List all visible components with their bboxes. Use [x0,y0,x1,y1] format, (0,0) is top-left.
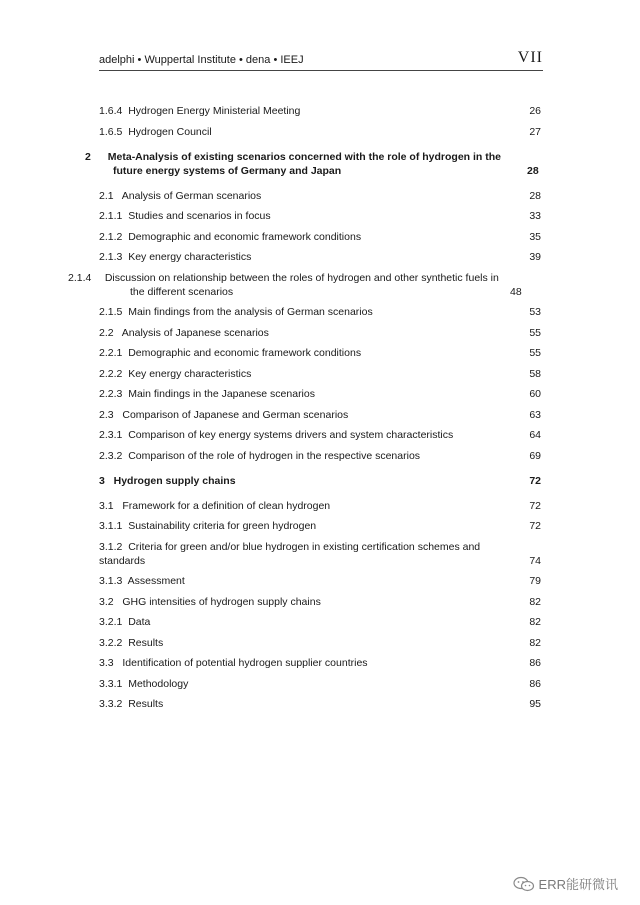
toc-entry[interactable]: 3.3.2 Results 95 [99,698,541,710]
page-header [99,49,543,71]
toc-entry[interactable]: 2.2.1 Demographic and economic framework conditions 55 [99,347,541,359]
toc-entry[interactable]: 2.2 Analysis of Japanese scenarios 55 [99,326,541,339]
table-of-contents [68,104,543,711]
toc-entry[interactable]: 2.2.3 Main findings in the Japanese scenarios 60 [99,388,541,400]
toc-chapter-entry[interactable]: 3 Hydrogen supply chains 72 [99,474,541,487]
toc-entry[interactable]: 1.6.5 Hydrogen Council 27 [99,125,541,138]
watermark-text: ERR能研微讯 [538,877,618,892]
header-authors: adelphi • Wuppertal Institute • dena • IEEJ [99,54,304,66]
toc-entry[interactable]: 2.1.3 Key energy characteristics 39 [99,251,541,263]
toc-entry[interactable]: 2.3.1 Comparison of key energy systems drivers and system characteristics 64 [99,429,541,441]
toc-entry[interactable]: 2.1 Analysis of German scenarios 28 [99,189,541,202]
toc-entry[interactable]: 3.2.2 Results 82 [99,636,541,649]
toc-entry[interactable]: 3.1.1 Sustainability criteria for green hydrogen 72 [99,520,541,532]
toc-entry[interactable]: 3.3.1 Methodology 86 [99,677,541,690]
toc-entry[interactable]: 1.6.4 Hydrogen Energy Ministerial Meeting 26 [99,105,541,117]
toc-entry[interactable]: 2.3 Comparison of Japanese and German scenarios 63 [99,408,541,421]
toc-entry[interactable]: 3.1.2 Criteria for green and/or blue hydrogen in existing certification schemes and standards 74 [99,540,541,567]
toc-entry[interactable]: 2.1.1 Studies and scenarios in focus 33 [99,210,541,222]
watermark [513,874,618,893]
toc-entry[interactable]: 2.3.2 Comparison of the role of hydrogen in the respective scenarios 69 [99,449,541,462]
toc-entry[interactable]: 2.1.5 Main findings from the analysis of German scenarios 53 [99,306,541,318]
page-number-roman: VII [517,49,543,66]
toc-entry[interactable]: 2.1.2 Demographic and economic framework conditions 35 [99,230,541,243]
toc-entry[interactable]: 3.1 Framework for a definition of clean hydrogen 72 [99,499,541,512]
wechat-icon [513,876,535,892]
toc-entry[interactable]: 2.1.4 Discussion on relationship between the roles of hydrogen and other synthetic fuels in the different scenarios 48 [68,271,522,298]
toc-entry[interactable]: 3.2.1 Data 82 [99,616,541,628]
toc-entry[interactable]: 2.2.2 Key energy characteristics 58 [99,367,541,380]
toc-entry[interactable]: 3.2 GHG intensities of hydrogen supply chains 82 [99,595,541,608]
toc-entry[interactable]: 3.1.3 Assessment 79 [99,575,541,587]
toc-chapter-entry[interactable]: 2 Meta-Analysis of existing scenarios concerned with the role of hydrogen in the future energy systems of Germany and Japan 28 [85,150,539,177]
toc-entry[interactable]: 3.3 Identification of potential hydrogen supplier countries 86 [99,657,541,669]
